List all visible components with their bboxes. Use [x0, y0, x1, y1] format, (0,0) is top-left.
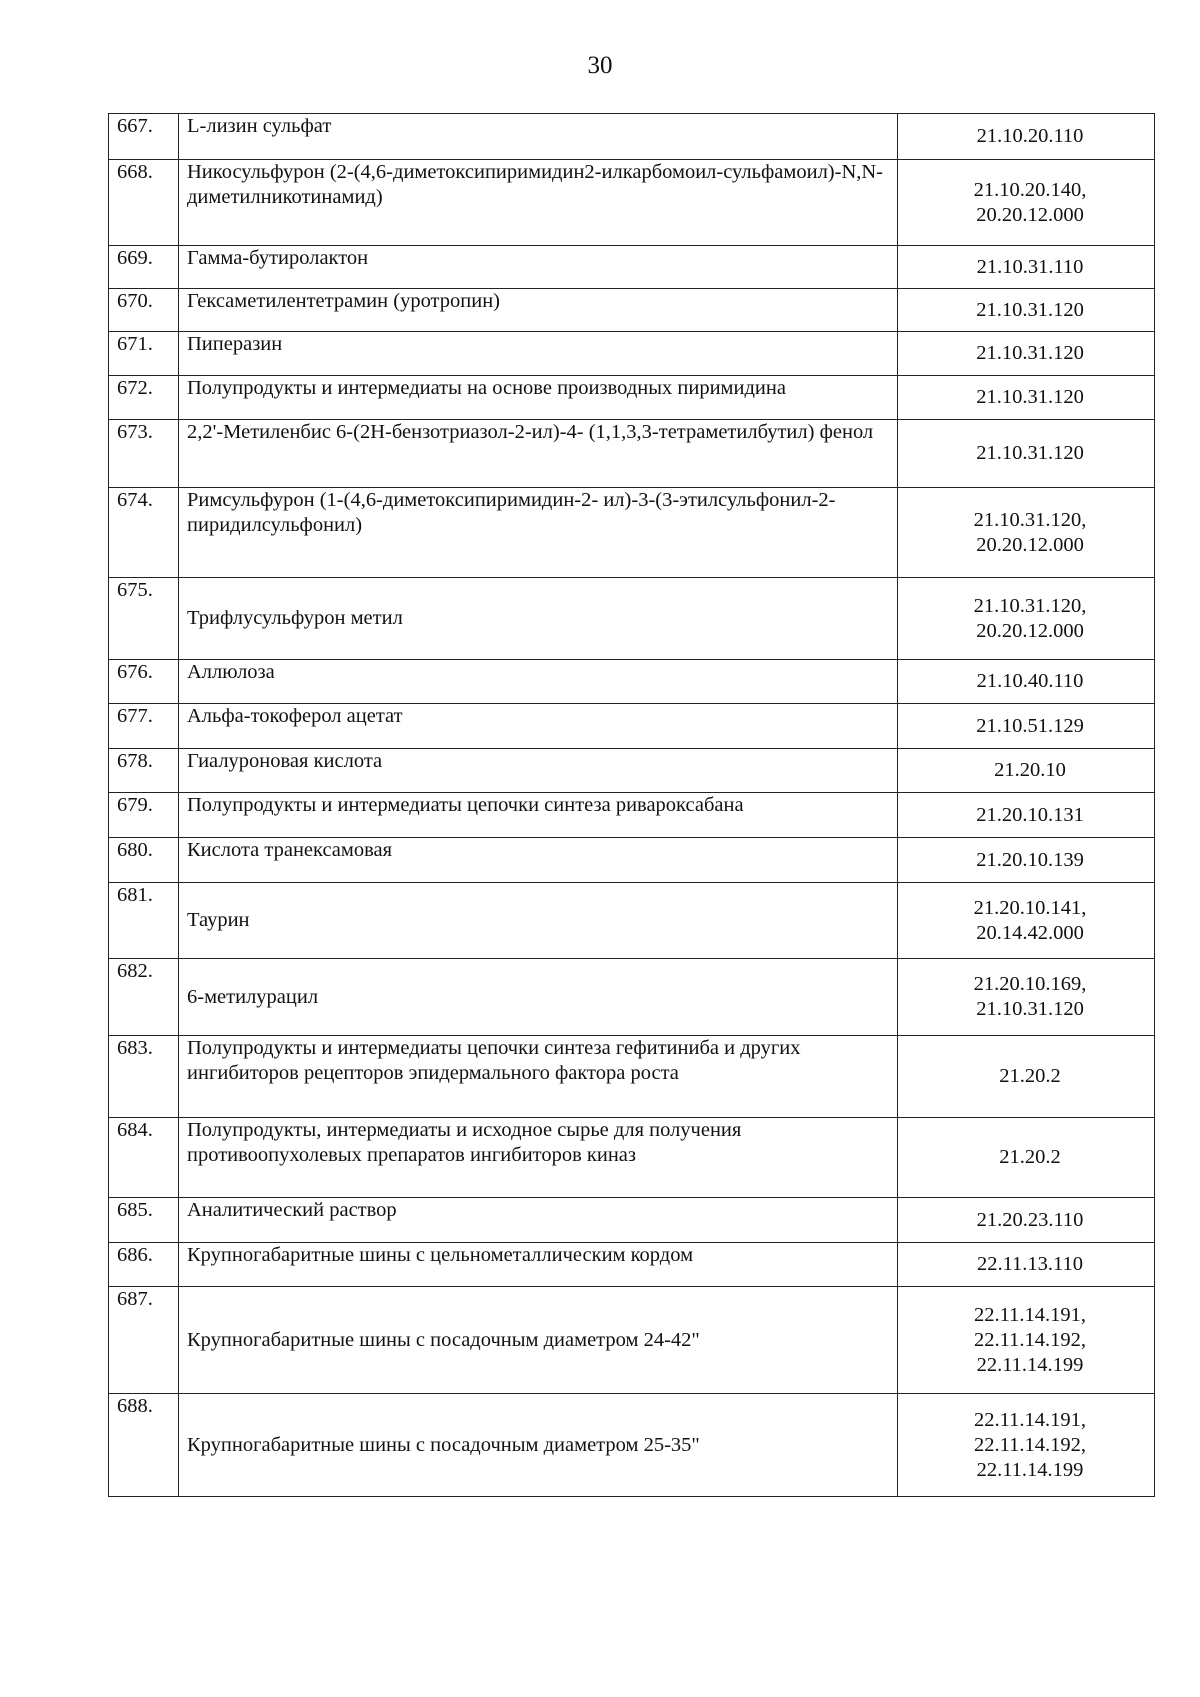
row-number: 667.: [109, 114, 179, 160]
row-name: Аллюлоза: [179, 660, 898, 704]
table-row: [109, 959, 1155, 1036]
table-row: [109, 1036, 1155, 1118]
table-row: [109, 749, 1155, 793]
row-name: Альфа-токоферол ацетат: [179, 704, 898, 749]
row-number: 674.: [109, 488, 179, 578]
row-code: 21.20.10.141, 20.14.42.000: [898, 883, 1155, 959]
row-code: 21.10.31.120, 20.20.12.000: [898, 488, 1155, 578]
table-row: [109, 578, 1155, 660]
table-row: [109, 1394, 1155, 1497]
row-name: 2,2'-Метиленбис 6-(2Н-бензотриазол-2-ил)-4- (1,1,3,3-тетраметилбутил) фенол: [179, 420, 898, 488]
row-name: Полупродукты и интермедиаты цепочки синтеза гефитиниба и других ингибиторов рецепторов эпидермального фактора роста: [179, 1036, 898, 1118]
row-name: Полупродукты и интермедиаты цепочки синтеза ривароксабана: [179, 793, 898, 838]
row-number: 676.: [109, 660, 179, 704]
table-row: [109, 160, 1155, 246]
row-number: 681.: [109, 883, 179, 959]
table-row: [109, 838, 1155, 883]
row-name: Крупногабаритные шины с посадочным диаметром 25-35": [179, 1394, 898, 1497]
row-number: 684.: [109, 1118, 179, 1198]
row-number: 678.: [109, 749, 179, 793]
page-number: 30: [587, 52, 613, 79]
row-code: 22.11.14.191, 22.11.14.192, 22.11.14.199: [898, 1287, 1155, 1394]
row-number: 680.: [109, 838, 179, 883]
table-row: [109, 883, 1155, 959]
row-number: 668.: [109, 160, 179, 246]
row-number: 672.: [109, 376, 179, 420]
row-number: 669.: [109, 246, 179, 289]
row-name: Гексаметилентетрамин (уротропин): [179, 289, 898, 332]
row-name: Гамма-бутиролактон: [179, 246, 898, 289]
row-code: 21.10.40.110: [898, 660, 1155, 704]
row-name: Таурин: [179, 883, 898, 959]
row-code: 21.20.2: [898, 1118, 1155, 1198]
row-number: 673.: [109, 420, 179, 488]
row-code: 21.10.31.120: [898, 289, 1155, 332]
table-row: [109, 246, 1155, 289]
row-name: L-лизин сульфат: [179, 114, 898, 160]
table-row: [109, 420, 1155, 488]
table-row: [109, 332, 1155, 376]
row-code: 21.20.10: [898, 749, 1155, 793]
row-name: Гиалуроновая кислота: [179, 749, 898, 793]
row-code: 22.11.14.191, 22.11.14.192, 22.11.14.199: [898, 1394, 1155, 1497]
table-row: [109, 1287, 1155, 1394]
row-code: 21.20.10.139: [898, 838, 1155, 883]
table-row: [109, 1243, 1155, 1287]
row-name: Трифлусульфурон метил: [179, 578, 898, 660]
row-code: 21.10.31.120: [898, 420, 1155, 488]
row-name: Кислота транексамовая: [179, 838, 898, 883]
row-code: 21.10.31.120, 20.20.12.000: [898, 578, 1155, 660]
row-number: 688.: [109, 1394, 179, 1497]
row-name: Крупногабаритные шины с цельнометаллическим кордом: [179, 1243, 898, 1287]
table-row: [109, 289, 1155, 332]
row-number: 686.: [109, 1243, 179, 1287]
row-code: 21.10.20.140, 20.20.12.000: [898, 160, 1155, 246]
table-row: [109, 376, 1155, 420]
table-row: [109, 488, 1155, 578]
row-number: 682.: [109, 959, 179, 1036]
row-code: 21.10.20.110: [898, 114, 1155, 160]
row-name: Полупродукты и интермедиаты на основе производных пиримидина: [179, 376, 898, 420]
row-number: 679.: [109, 793, 179, 838]
table-row: [109, 704, 1155, 749]
row-number: 670.: [109, 289, 179, 332]
row-code: 21.20.10.131: [898, 793, 1155, 838]
row-code: 21.20.2: [898, 1036, 1155, 1118]
table-row: [109, 660, 1155, 704]
table-row: [109, 1198, 1155, 1243]
row-name: Крупногабаритные шины с посадочным диаметром 24-42": [179, 1287, 898, 1394]
row-name: Римсульфурон (1-(4,6-диметоксипиримидин-2- ил)-3-(3-этилсульфонил-2-пиридилсульфонил): [179, 488, 898, 578]
row-name: Полупродукты, интермедиаты и исходное сырье для получения противоопухолевых препаратов ингибиторов киназ: [179, 1118, 898, 1198]
row-code: 21.10.51.129: [898, 704, 1155, 749]
row-name: Никосульфурон (2-(4,6-диметоксипиримидин2-илкарбомоил-сульфамоил)-N,N-диметилникотинамид): [179, 160, 898, 246]
table-row: [109, 114, 1155, 160]
row-number: 685.: [109, 1198, 179, 1243]
row-code: 22.11.13.110: [898, 1243, 1155, 1287]
row-name: Пиперазин: [179, 332, 898, 376]
row-number: 687.: [109, 1287, 179, 1394]
table-row: [109, 793, 1155, 838]
codes-table: [108, 113, 1155, 1497]
row-number: 683.: [109, 1036, 179, 1118]
row-number: 671.: [109, 332, 179, 376]
row-number: 675.: [109, 578, 179, 660]
row-name: 6-метилурацил: [179, 959, 898, 1036]
row-name: Аналитический раствор: [179, 1198, 898, 1243]
row-number: 677.: [109, 704, 179, 749]
row-code: 21.10.31.110: [898, 246, 1155, 289]
row-code: 21.10.31.120: [898, 332, 1155, 376]
row-code: 21.20.10.169, 21.10.31.120: [898, 959, 1155, 1036]
row-code: 21.10.31.120: [898, 376, 1155, 420]
row-code: 21.20.23.110: [898, 1198, 1155, 1243]
table-row: [109, 1118, 1155, 1198]
